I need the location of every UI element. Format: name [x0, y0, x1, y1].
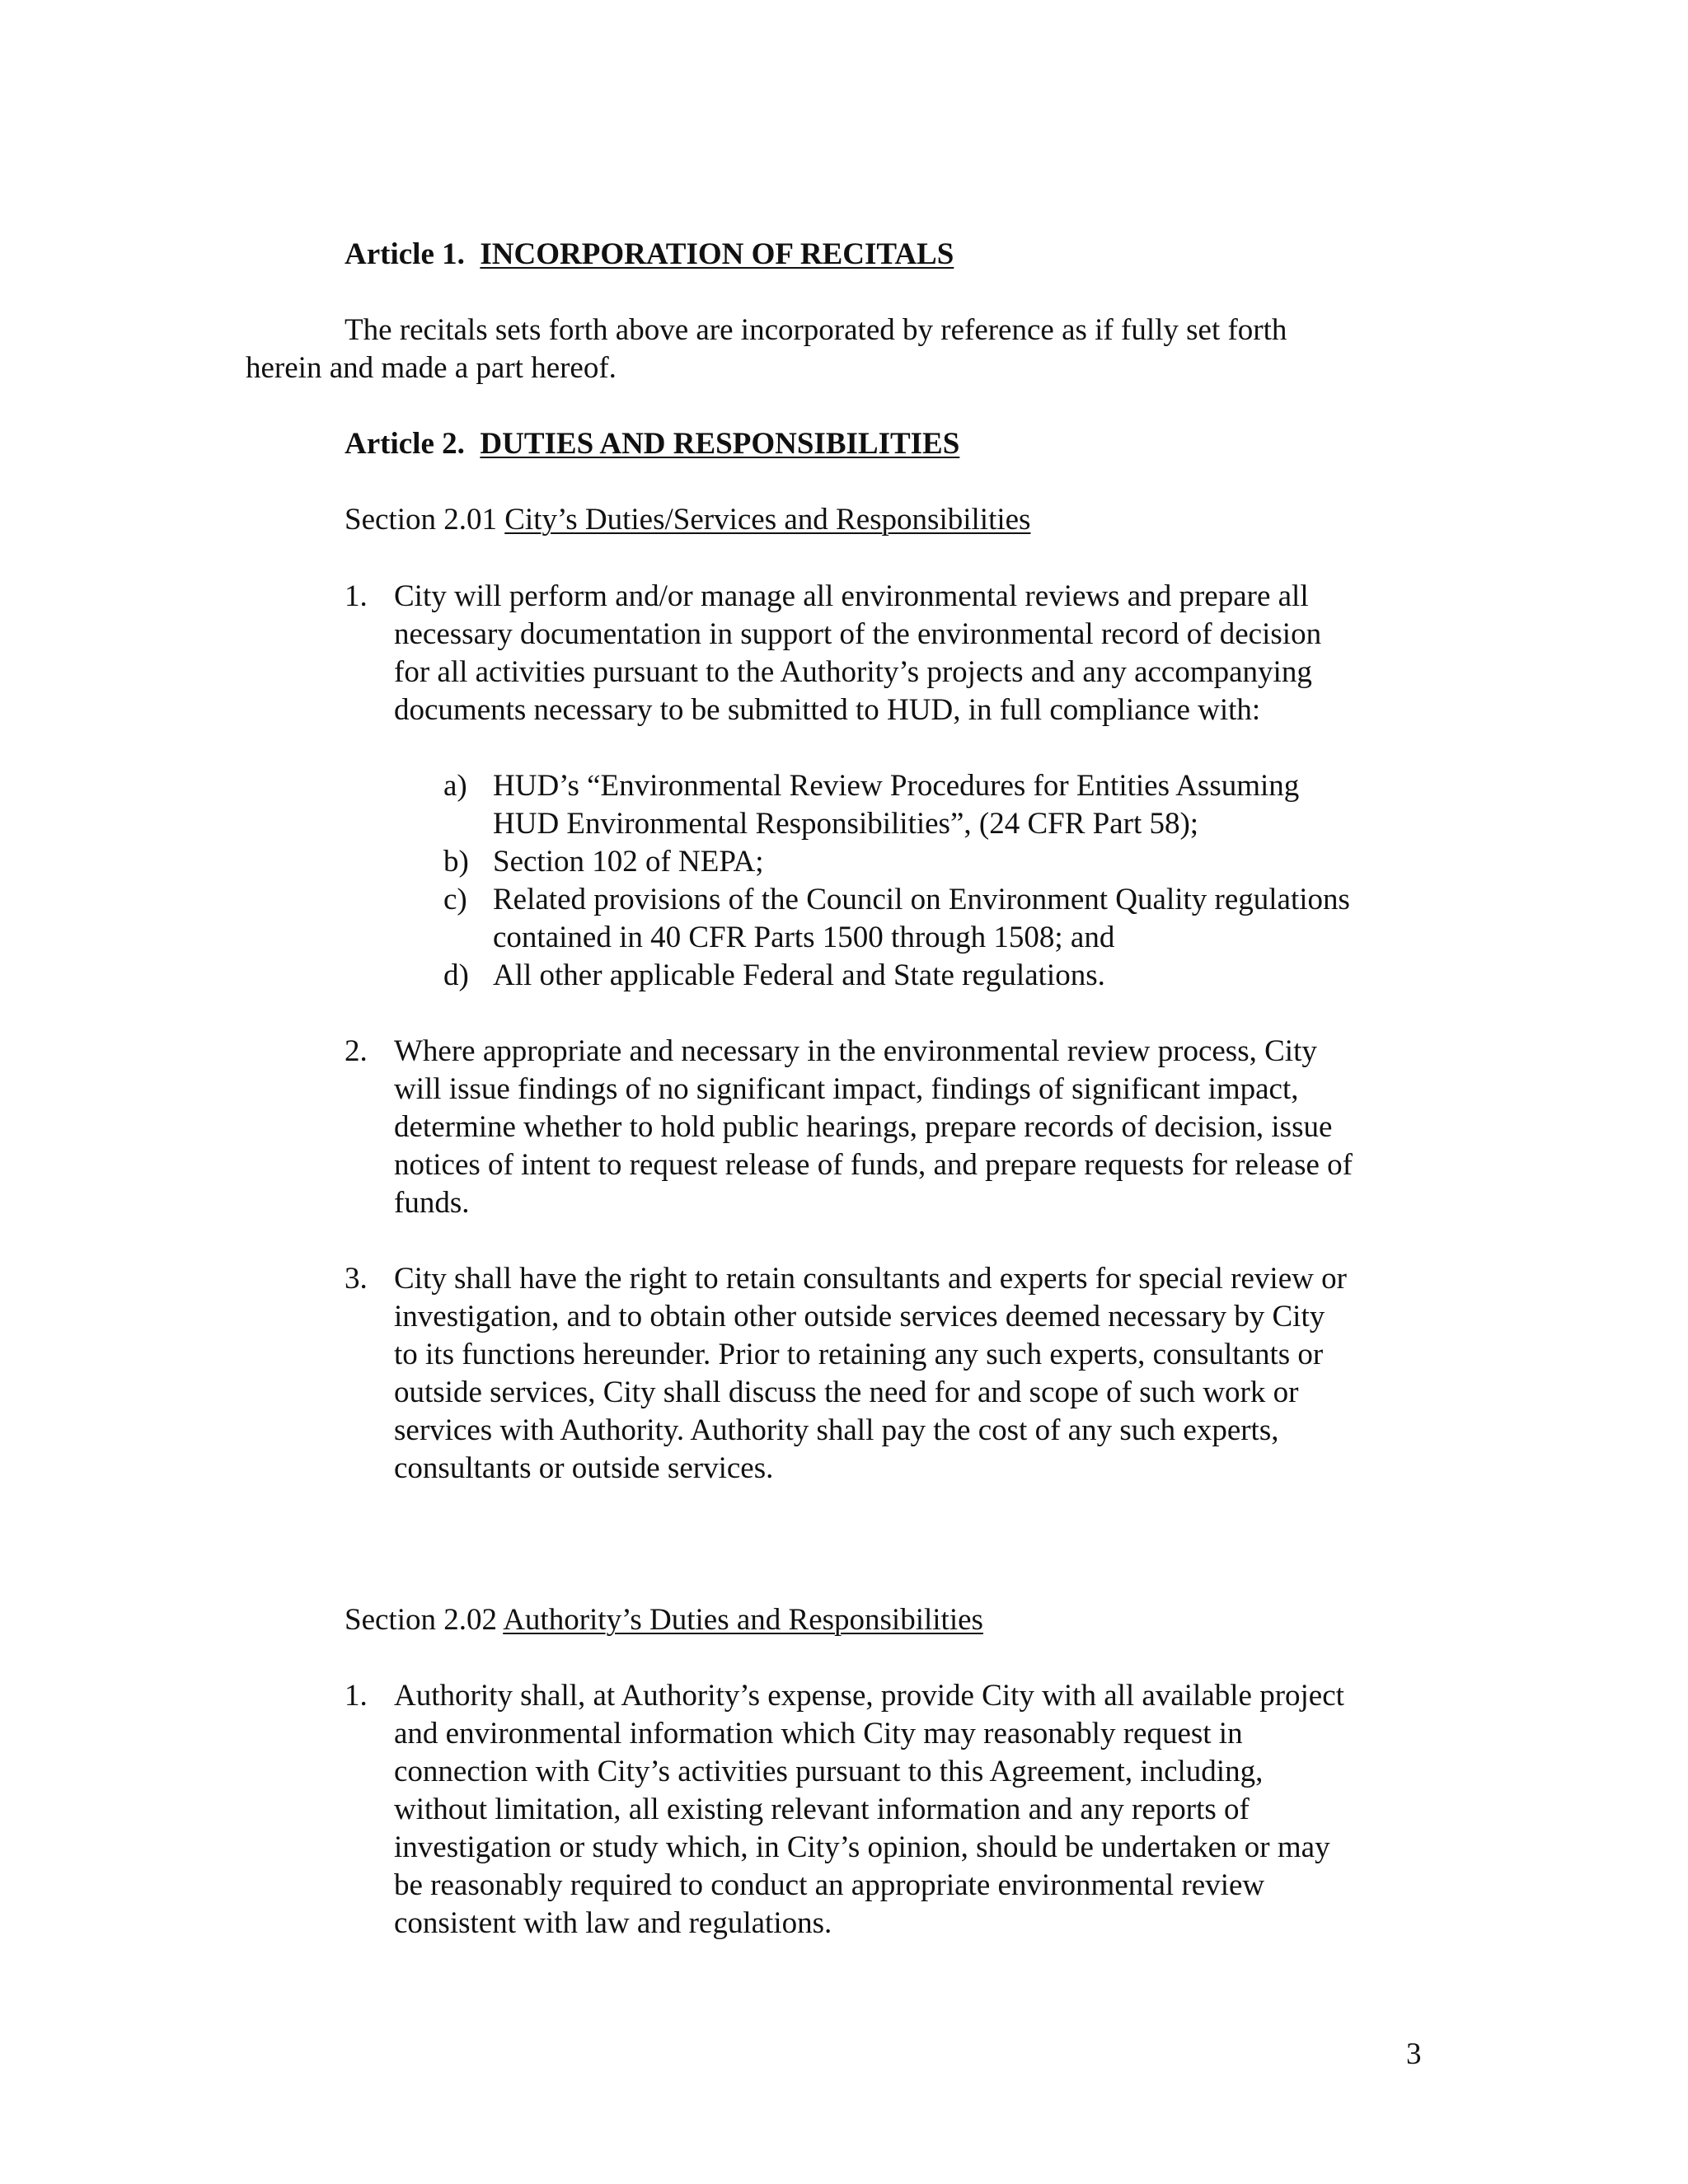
list-item-line: services with Authority. Authority shall pay the cost of any such experts, [394, 1413, 1279, 1447]
article-1-body-line-1: The recitals sets forth above are incorporated by reference as if fully set forth [345, 313, 1287, 347]
sub-item-line: HUD’s “Environmental Review Procedures for Entities Assuming [493, 769, 1300, 803]
list-item-line: determine whether to hold public hearings, prepare records of decision, issue [394, 1110, 1333, 1144]
list-item-number: 3. [345, 1262, 368, 1296]
list-item-line: documents necessary to be submitted to HUD, in full compliance with: [394, 693, 1261, 727]
sub-item-line: Related provisions of the Council on Environment Quality regulations [493, 883, 1350, 916]
list-item-line: will issue findings of no significant impact, findings of significant impact, [394, 1072, 1299, 1106]
list-item-number: 2. [345, 1034, 368, 1068]
list-item-line: Authority shall, at Authority’s expense, provide City with all available project [394, 1679, 1344, 1713]
sub-item-letter: d) [443, 958, 469, 992]
list-item-line: City shall have the right to retain consultants and experts for special review or [394, 1262, 1347, 1296]
list-item-line: necessary documentation in support of the environmental record of decision [394, 617, 1322, 651]
section-2-01-label: Section 2.01 [345, 503, 497, 537]
list-item-line: to its functions hereunder. Prior to retaining any such experts, consultants or [394, 1338, 1324, 1371]
list-item-number: 1. [345, 579, 368, 613]
section-2-02-label: Section 2.02 [345, 1603, 497, 1637]
list-item-line: City will perform and/or manage all environmental reviews and prepare all [394, 579, 1309, 613]
list-item-line: funds. [394, 1186, 470, 1220]
list-item-line: investigation, and to obtain other outside services deemed necessary by City [394, 1300, 1325, 1333]
list-item-line: consultants or outside services. [394, 1451, 774, 1485]
article-1-body-line-2: herein and made a part hereof. [246, 351, 617, 385]
sub-item-line: Section 102 of NEPA; [493, 845, 764, 879]
article-2-title: DUTIES AND RESPONSIBILITIES [480, 427, 960, 461]
list-item-line: and environmental information which City may reasonably request in [394, 1717, 1243, 1750]
sub-item-line: contained in 40 CFR Parts 1500 through 1508; and [493, 921, 1115, 954]
sub-item-letter: a) [443, 769, 467, 803]
list-item-line: without limitation, all existing relevant information and any reports of [394, 1793, 1250, 1826]
sub-item-line: All other applicable Federal and State regulations. [493, 958, 1105, 992]
section-2-01-heading [345, 504, 1030, 535]
article-2-heading [345, 429, 959, 459]
section-2-02-heading [345, 1605, 983, 1635]
section-2-02-title: Authority’s Duties and Responsibilities [503, 1603, 983, 1637]
list-item-line: consistent with law and regulations. [394, 1906, 832, 1940]
list-item-line: connection with City’s activities pursuant to this Agreement, including, [394, 1755, 1264, 1788]
list-item-line: investigation or study which, in City’s opinion, should be undertaken or may [394, 1830, 1330, 1864]
page-number: 3 [1406, 2037, 1422, 2071]
sub-item-line: HUD Environmental Responsibilities”, (24 CFR Part 58); [493, 807, 1199, 841]
sub-item-letter: c) [443, 883, 467, 916]
article-1-title: INCORPORATION OF RECITALS [480, 237, 954, 271]
list-item-line: Where appropriate and necessary in the environmental review process, City [394, 1034, 1317, 1068]
article-1-heading [345, 239, 954, 269]
list-item-line: notices of intent to request release of funds, and prepare requests for release of [394, 1148, 1353, 1182]
list-item-line: be reasonably required to conduct an appropriate environmental review [394, 1868, 1265, 1902]
article-2-label: Article 2. [345, 427, 465, 461]
section-2-01-title: City’s Duties/Services and Responsibilities [504, 503, 1031, 537]
list-item-line: outside services, City shall discuss the need for and scope of such work or [394, 1376, 1299, 1409]
sub-item-letter: b) [443, 845, 469, 879]
list-item-line: for all activities pursuant to the Authority’s projects and any accompanying [394, 655, 1312, 689]
list-item-number: 1. [345, 1679, 368, 1713]
article-1-label: Article 1. [345, 237, 465, 271]
